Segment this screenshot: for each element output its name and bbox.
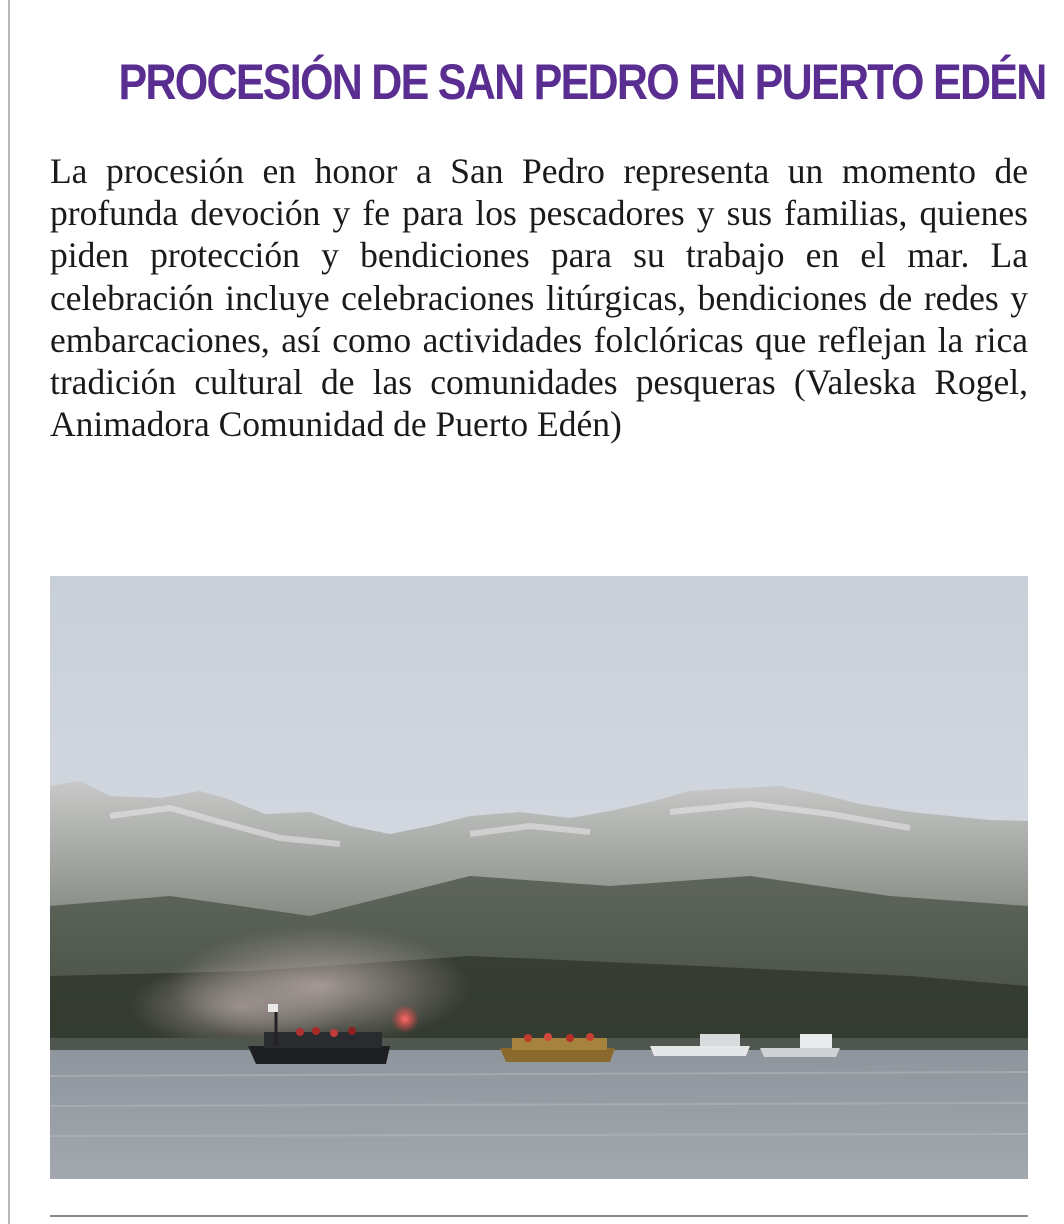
article-body: La procesión en honor a San Pedro representa un momento de profunda devoción y fe para los pescadores y sus familias, quienes piden protección y bendiciones para su trabajo en el mar. La celebración incluye celebraciones litúrgicas, bendiciones de redes y embarcaciones, así como actividades folclóricas que reflejan la rica tradición cultural de las comunidades pesqueras (Valeska Rogel, Animadora Comunidad de Puerto Edén) bbox=[50, 151, 1028, 445]
procession-photo bbox=[50, 576, 1028, 1179]
water bbox=[50, 1050, 1028, 1179]
article-title: PROCESIÓN DE SAN PEDRO EN PUERTO EDÉN bbox=[118, 54, 1046, 110]
column-divider-line bbox=[8, 0, 10, 1224]
bottom-divider-line bbox=[50, 1215, 1028, 1217]
red-flare bbox=[391, 1005, 419, 1033]
